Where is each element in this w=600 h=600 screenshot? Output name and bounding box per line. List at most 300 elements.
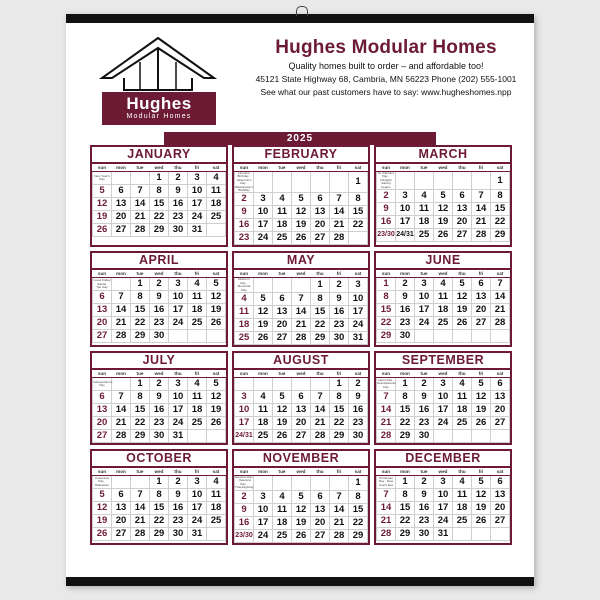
day-cell[interactable]: 9 bbox=[415, 489, 434, 502]
day-cell[interactable]: 24 bbox=[415, 317, 434, 330]
day-cell[interactable]: 22 bbox=[396, 417, 415, 430]
day-cell[interactable]: 29 bbox=[491, 229, 510, 242]
day-cell[interactable]: 21 bbox=[311, 417, 330, 430]
day-cell[interactable]: 9 bbox=[396, 291, 415, 304]
day-cell[interactable]: 7 bbox=[330, 490, 349, 503]
day-cell[interactable]: 30 bbox=[415, 430, 434, 443]
day-cell[interactable]: 25 bbox=[415, 229, 434, 242]
day-cell[interactable]: 30 bbox=[415, 528, 434, 541]
day-cell[interactable]: 30 bbox=[169, 224, 188, 237]
day-cell[interactable]: 1 bbox=[377, 278, 396, 291]
day-cell[interactable]: 28 bbox=[330, 232, 349, 245]
day-cell[interactable]: 19 bbox=[93, 515, 112, 528]
day-cell[interactable]: 26 bbox=[453, 317, 472, 330]
day-cell[interactable]: 18 bbox=[207, 502, 226, 515]
day-cell[interactable]: 15 bbox=[131, 304, 150, 317]
day-cell[interactable]: 14 bbox=[330, 503, 349, 516]
day-cell[interactable]: 23 bbox=[169, 515, 188, 528]
day-cell[interactable]: 6 bbox=[491, 476, 510, 489]
day-cell[interactable]: 26 bbox=[93, 224, 112, 237]
day-cell[interactable]: 17 bbox=[415, 304, 434, 317]
day-cell[interactable]: 23 bbox=[415, 417, 434, 430]
day-cell[interactable]: 1 bbox=[131, 378, 150, 391]
day-cell[interactable]: 25 bbox=[453, 417, 472, 430]
day-cell[interactable]: 23 bbox=[415, 515, 434, 528]
day-cell[interactable]: 28 bbox=[311, 430, 330, 443]
day-cell[interactable]: 10 bbox=[349, 293, 368, 306]
day-cell[interactable]: 5 bbox=[472, 378, 491, 391]
day-cell[interactable]: 26 bbox=[472, 417, 491, 430]
day-cell[interactable]: 7 bbox=[491, 278, 510, 291]
day-cell[interactable]: 26 bbox=[292, 529, 311, 542]
day-cell[interactable]: 20 bbox=[491, 404, 510, 417]
day-cell[interactable]: 15 bbox=[396, 502, 415, 515]
day-cell[interactable]: 13 bbox=[93, 304, 112, 317]
day-cell[interactable]: 19 bbox=[93, 211, 112, 224]
day-cell[interactable]: 6 bbox=[311, 193, 330, 206]
day-cell[interactable]: 6 bbox=[491, 378, 510, 391]
day-cell[interactable]: 9 bbox=[415, 391, 434, 404]
day-cell[interactable]: 9 bbox=[150, 291, 169, 304]
day-cell[interactable]: 6 bbox=[93, 291, 112, 304]
day-cell[interactable]: 20 bbox=[491, 502, 510, 515]
day-cell[interactable]: 9 bbox=[377, 203, 396, 216]
day-cell[interactable]: 15 bbox=[349, 503, 368, 516]
day-cell[interactable]: 24 bbox=[188, 515, 207, 528]
day-cell[interactable]: 5 bbox=[292, 490, 311, 503]
day-cell[interactable]: 22 bbox=[349, 516, 368, 529]
day-cell[interactable]: 11 bbox=[453, 391, 472, 404]
day-cell[interactable]: 22 bbox=[131, 317, 150, 330]
day-cell[interactable]: 23 bbox=[330, 319, 349, 332]
day-cell[interactable]: 15 bbox=[377, 304, 396, 317]
day-cell[interactable]: 17 bbox=[396, 216, 415, 229]
day-cell[interactable]: 21 bbox=[131, 515, 150, 528]
day-cell[interactable]: 8 bbox=[491, 190, 510, 203]
day-cell[interactable]: 28 bbox=[330, 529, 349, 542]
day-cell[interactable]: 21 bbox=[330, 219, 349, 232]
day-cell[interactable]: 19 bbox=[254, 319, 273, 332]
day-cell[interactable]: 7 bbox=[377, 489, 396, 502]
day-cell[interactable]: 3 bbox=[169, 278, 188, 291]
day-cell[interactable]: 3 bbox=[434, 476, 453, 489]
day-cell[interactable]: 15 bbox=[491, 203, 510, 216]
day-cell[interactable]: 10 bbox=[235, 404, 254, 417]
day-cell[interactable]: 12 bbox=[207, 291, 226, 304]
day-cell[interactable]: 14 bbox=[491, 291, 510, 304]
day-cell[interactable]: 20 bbox=[311, 516, 330, 529]
day-cell[interactable]: 24 bbox=[349, 319, 368, 332]
day-cell[interactable]: 26 bbox=[254, 332, 273, 345]
day-cell[interactable]: 15 bbox=[330, 404, 349, 417]
day-cell[interactable]: 28 bbox=[131, 224, 150, 237]
day-cell[interactable]: 16 bbox=[235, 219, 254, 232]
day-cell[interactable]: 23 bbox=[150, 317, 169, 330]
day-cell[interactable]: 13 bbox=[112, 198, 131, 211]
day-cell[interactable]: 24 bbox=[169, 317, 188, 330]
day-cell[interactable]: 26 bbox=[434, 229, 453, 242]
day-cell[interactable]: 27 bbox=[491, 515, 510, 528]
day-cell[interactable]: 14 bbox=[377, 502, 396, 515]
day-cell[interactable]: 10 bbox=[169, 291, 188, 304]
day-cell[interactable]: 10 bbox=[434, 489, 453, 502]
day-cell[interactable]: 17 bbox=[188, 198, 207, 211]
day-cell[interactable]: 20 bbox=[311, 219, 330, 232]
day-cell[interactable]: 23 bbox=[396, 317, 415, 330]
day-cell[interactable]: 28 bbox=[292, 332, 311, 345]
day-cell[interactable]: 14 bbox=[330, 206, 349, 219]
day-cell[interactable]: 1 bbox=[131, 278, 150, 291]
day-cell[interactable]: 3 bbox=[254, 193, 273, 206]
day-cell[interactable]: 28 bbox=[377, 430, 396, 443]
day-cell[interactable]: 28 bbox=[131, 528, 150, 541]
day-cell[interactable]: 29 bbox=[349, 529, 368, 542]
day-cell[interactable]: 21 bbox=[131, 211, 150, 224]
day-cell[interactable]: 4 bbox=[453, 378, 472, 391]
day-cell[interactable]: 22 bbox=[150, 211, 169, 224]
day-cell[interactable]: 5 bbox=[254, 293, 273, 306]
day-cell[interactable]: 11 bbox=[235, 306, 254, 319]
day-cell[interactable]: 21 bbox=[472, 216, 491, 229]
day-cell[interactable]: 18 bbox=[273, 516, 292, 529]
day-cell[interactable]: 14 bbox=[131, 502, 150, 515]
day-cell[interactable]: 29 bbox=[131, 430, 150, 443]
day-cell[interactable]: 13 bbox=[311, 503, 330, 516]
day-cell[interactable]: 29 bbox=[377, 330, 396, 343]
day-cell[interactable]: 2 bbox=[377, 190, 396, 203]
day-cell[interactable]: 25 bbox=[188, 417, 207, 430]
day-cell[interactable]: 2 bbox=[415, 476, 434, 489]
day-cell[interactable]: 26 bbox=[292, 232, 311, 245]
day-cell[interactable]: 7 bbox=[131, 185, 150, 198]
day-cell[interactable]: 25 bbox=[207, 515, 226, 528]
day-cell[interactable]: 16 bbox=[150, 404, 169, 417]
day-cell[interactable]: 7 bbox=[112, 291, 131, 304]
day-cell[interactable]: 29 bbox=[150, 528, 169, 541]
day-cell[interactable]: 16 bbox=[377, 216, 396, 229]
day-cell[interactable]: 3 bbox=[396, 190, 415, 203]
day-cell[interactable]: 17 bbox=[434, 502, 453, 515]
day-cell[interactable]: 18 bbox=[453, 502, 472, 515]
day-cell[interactable]: 11 bbox=[188, 291, 207, 304]
day-cell[interactable]: 10 bbox=[188, 185, 207, 198]
day-cell[interactable]: 20 bbox=[273, 319, 292, 332]
day-cell[interactable]: 14 bbox=[472, 203, 491, 216]
day-cell[interactable]: 15 bbox=[396, 404, 415, 417]
day-cell[interactable]: 14 bbox=[112, 304, 131, 317]
day-cell[interactable]: 23 bbox=[150, 417, 169, 430]
day-cell[interactable]: 28 bbox=[112, 330, 131, 343]
day-cell[interactable]: 12 bbox=[93, 198, 112, 211]
day-cell[interactable]: 31 bbox=[188, 528, 207, 541]
day-cell[interactable]: 1 bbox=[330, 378, 349, 391]
day-cell[interactable]: 18 bbox=[235, 319, 254, 332]
day-cell[interactable]: 27 bbox=[273, 332, 292, 345]
day-cell[interactable]: 25 bbox=[453, 515, 472, 528]
day-cell[interactable]: 7 bbox=[472, 190, 491, 203]
day-cell[interactable]: 4 bbox=[254, 391, 273, 404]
day-cell[interactable]: 5 bbox=[273, 391, 292, 404]
day-cell[interactable]: 16 bbox=[235, 516, 254, 529]
day-cell[interactable]: 20 bbox=[292, 417, 311, 430]
day-cell[interactable]: 20 bbox=[472, 304, 491, 317]
day-cell[interactable]: 22 bbox=[330, 417, 349, 430]
day-cell[interactable]: 27 bbox=[93, 330, 112, 343]
day-cell[interactable]: 28 bbox=[112, 430, 131, 443]
day-cell[interactable]: 7 bbox=[292, 293, 311, 306]
day-cell[interactable]: 23/30 bbox=[235, 529, 254, 542]
day-cell[interactable]: 8 bbox=[396, 489, 415, 502]
day-cell[interactable]: 17 bbox=[235, 417, 254, 430]
day-cell[interactable]: 12 bbox=[207, 391, 226, 404]
day-cell[interactable]: 2 bbox=[396, 278, 415, 291]
day-cell[interactable]: 17 bbox=[169, 304, 188, 317]
day-cell[interactable]: 25 bbox=[434, 317, 453, 330]
day-cell[interactable]: 2 bbox=[150, 278, 169, 291]
day-cell[interactable]: 9 bbox=[330, 293, 349, 306]
day-cell[interactable]: 20 bbox=[453, 216, 472, 229]
day-cell[interactable]: 18 bbox=[434, 304, 453, 317]
day-cell[interactable]: 26 bbox=[472, 515, 491, 528]
day-cell[interactable]: 23 bbox=[235, 232, 254, 245]
day-cell[interactable]: 25 bbox=[273, 232, 292, 245]
day-cell[interactable]: 4 bbox=[453, 476, 472, 489]
day-cell[interactable]: 10 bbox=[169, 391, 188, 404]
day-cell[interactable]: 25 bbox=[207, 211, 226, 224]
day-cell[interactable]: 9 bbox=[150, 391, 169, 404]
day-cell[interactable]: 20 bbox=[93, 317, 112, 330]
day-cell[interactable]: 5 bbox=[207, 378, 226, 391]
day-cell[interactable]: 27 bbox=[93, 430, 112, 443]
day-cell[interactable]: 2 bbox=[330, 278, 349, 293]
day-cell[interactable]: 8 bbox=[349, 193, 368, 206]
day-cell[interactable]: 25 bbox=[254, 430, 273, 443]
day-cell[interactable]: 4 bbox=[207, 476, 226, 489]
day-cell[interactable]: 27 bbox=[472, 317, 491, 330]
day-cell[interactable]: 11 bbox=[273, 206, 292, 219]
day-cell[interactable]: 14 bbox=[112, 404, 131, 417]
day-cell[interactable]: 27 bbox=[292, 430, 311, 443]
day-cell[interactable]: 16 bbox=[169, 502, 188, 515]
day-cell[interactable]: 9 bbox=[169, 489, 188, 502]
day-cell[interactable]: 11 bbox=[273, 503, 292, 516]
day-cell[interactable]: 6 bbox=[472, 278, 491, 291]
day-cell[interactable]: 14 bbox=[311, 404, 330, 417]
day-cell[interactable]: 6 bbox=[311, 490, 330, 503]
day-cell[interactable]: 14 bbox=[292, 306, 311, 319]
day-cell[interactable]: 27 bbox=[112, 224, 131, 237]
day-cell[interactable]: 17 bbox=[254, 516, 273, 529]
day-cell[interactable]: 5 bbox=[453, 278, 472, 291]
day-cell[interactable]: 4 bbox=[188, 378, 207, 391]
day-cell[interactable]: 22 bbox=[150, 515, 169, 528]
day-cell[interactable]: 7 bbox=[112, 391, 131, 404]
day-cell[interactable]: 27 bbox=[491, 417, 510, 430]
day-cell[interactable]: 4 bbox=[434, 278, 453, 291]
day-cell[interactable]: 16 bbox=[349, 404, 368, 417]
day-cell[interactable]: 27 bbox=[112, 528, 131, 541]
day-cell[interactable]: 2 bbox=[235, 490, 254, 503]
day-cell[interactable]: 14 bbox=[377, 404, 396, 417]
day-cell[interactable]: 6 bbox=[112, 185, 131, 198]
day-cell[interactable]: 10 bbox=[396, 203, 415, 216]
day-cell[interactable]: 20 bbox=[112, 515, 131, 528]
day-cell[interactable]: 8 bbox=[330, 391, 349, 404]
day-cell[interactable]: 9 bbox=[349, 391, 368, 404]
day-cell[interactable]: 18 bbox=[188, 304, 207, 317]
day-cell[interactable]: 11 bbox=[188, 391, 207, 404]
day-cell[interactable]: 1 bbox=[491, 172, 510, 190]
day-cell[interactable]: 26 bbox=[273, 430, 292, 443]
day-cell[interactable]: 7 bbox=[330, 193, 349, 206]
day-cell[interactable]: 10 bbox=[434, 391, 453, 404]
day-cell[interactable]: 13 bbox=[112, 502, 131, 515]
day-cell[interactable]: 19 bbox=[207, 404, 226, 417]
day-cell[interactable]: 6 bbox=[112, 489, 131, 502]
day-cell[interactable]: 5 bbox=[292, 193, 311, 206]
day-cell[interactable]: 29 bbox=[396, 528, 415, 541]
day-cell[interactable]: 31 bbox=[188, 224, 207, 237]
day-cell[interactable]: 21 bbox=[377, 417, 396, 430]
day-cell[interactable]: 6 bbox=[453, 190, 472, 203]
day-cell[interactable]: 30 bbox=[169, 528, 188, 541]
day-cell[interactable]: 18 bbox=[415, 216, 434, 229]
day-cell[interactable]: 19 bbox=[207, 304, 226, 317]
day-cell[interactable]: 19 bbox=[453, 304, 472, 317]
day-cell[interactable]: 24 bbox=[188, 211, 207, 224]
day-cell[interactable]: 5 bbox=[472, 476, 491, 489]
day-cell[interactable]: 10 bbox=[415, 291, 434, 304]
day-cell[interactable]: 15 bbox=[150, 198, 169, 211]
day-cell[interactable]: 6 bbox=[292, 391, 311, 404]
day-cell[interactable]: 4 bbox=[415, 190, 434, 203]
day-cell[interactable]: 8 bbox=[377, 291, 396, 304]
day-cell[interactable]: 11 bbox=[254, 404, 273, 417]
day-cell[interactable]: 12 bbox=[254, 306, 273, 319]
day-cell[interactable]: 13 bbox=[472, 291, 491, 304]
day-cell[interactable]: 26 bbox=[207, 417, 226, 430]
day-cell[interactable]: 8 bbox=[131, 291, 150, 304]
day-cell[interactable]: 17 bbox=[434, 404, 453, 417]
day-cell[interactable]: 8 bbox=[150, 185, 169, 198]
day-cell[interactable]: 16 bbox=[169, 198, 188, 211]
day-cell[interactable]: 23 bbox=[349, 417, 368, 430]
day-cell[interactable]: 10 bbox=[188, 489, 207, 502]
day-cell[interactable]: 12 bbox=[292, 503, 311, 516]
day-cell[interactable]: 8 bbox=[349, 490, 368, 503]
day-cell[interactable]: 19 bbox=[273, 417, 292, 430]
day-cell[interactable]: 19 bbox=[434, 216, 453, 229]
day-cell[interactable]: 12 bbox=[453, 291, 472, 304]
day-cell[interactable]: 8 bbox=[396, 391, 415, 404]
day-cell[interactable]: 24 bbox=[254, 232, 273, 245]
day-cell[interactable]: 3 bbox=[434, 378, 453, 391]
day-cell[interactable]: 1 bbox=[349, 476, 368, 491]
day-cell[interactable]: 30 bbox=[150, 330, 169, 343]
day-cell[interactable]: 2 bbox=[169, 172, 188, 185]
day-cell[interactable]: 19 bbox=[292, 516, 311, 529]
day-cell[interactable]: 22 bbox=[131, 417, 150, 430]
day-cell[interactable]: 17 bbox=[169, 404, 188, 417]
day-cell[interactable]: 28 bbox=[377, 528, 396, 541]
day-cell[interactable]: 1 bbox=[396, 378, 415, 391]
day-cell[interactable]: 6 bbox=[93, 391, 112, 404]
day-cell[interactable]: 13 bbox=[453, 203, 472, 216]
day-cell[interactable]: 29 bbox=[330, 430, 349, 443]
day-cell[interactable]: 29 bbox=[396, 430, 415, 443]
day-cell[interactable]: 27 bbox=[311, 529, 330, 542]
day-cell[interactable]: 15 bbox=[349, 206, 368, 219]
day-cell[interactable]: 13 bbox=[491, 391, 510, 404]
day-cell[interactable]: 13 bbox=[93, 404, 112, 417]
day-cell[interactable]: 22 bbox=[377, 317, 396, 330]
day-cell[interactable]: 25 bbox=[235, 332, 254, 345]
day-cell[interactable]: 30 bbox=[349, 430, 368, 443]
day-cell[interactable]: 12 bbox=[434, 203, 453, 216]
day-cell[interactable]: 22 bbox=[311, 319, 330, 332]
day-cell[interactable]: 21 bbox=[377, 515, 396, 528]
day-cell[interactable]: 29 bbox=[150, 224, 169, 237]
day-cell[interactable]: 24 bbox=[434, 515, 453, 528]
day-cell[interactable]: 13 bbox=[491, 489, 510, 502]
day-cell[interactable]: 17 bbox=[254, 219, 273, 232]
day-cell[interactable]: 12 bbox=[93, 502, 112, 515]
day-cell[interactable]: 1 bbox=[311, 278, 330, 293]
day-cell[interactable]: 21 bbox=[292, 319, 311, 332]
day-cell[interactable]: 22 bbox=[396, 515, 415, 528]
day-cell[interactable]: 11 bbox=[434, 291, 453, 304]
day-cell[interactable]: 23 bbox=[169, 211, 188, 224]
day-cell[interactable]: 31 bbox=[434, 528, 453, 541]
day-cell[interactable]: 7 bbox=[311, 391, 330, 404]
day-cell[interactable]: 19 bbox=[472, 404, 491, 417]
day-cell[interactable]: 28 bbox=[472, 229, 491, 242]
day-cell[interactable]: 11 bbox=[207, 185, 226, 198]
day-cell[interactable]: 21 bbox=[330, 516, 349, 529]
day-cell[interactable]: 23/30 bbox=[377, 229, 396, 242]
day-cell[interactable]: 13 bbox=[292, 404, 311, 417]
day-cell[interactable]: 26 bbox=[207, 317, 226, 330]
day-cell[interactable]: 30 bbox=[150, 430, 169, 443]
day-cell[interactable]: 25 bbox=[273, 529, 292, 542]
day-cell[interactable]: 31 bbox=[349, 332, 368, 345]
day-cell[interactable]: 4 bbox=[235, 293, 254, 306]
day-cell[interactable]: 20 bbox=[93, 417, 112, 430]
day-cell[interactable]: 3 bbox=[188, 172, 207, 185]
day-cell[interactable]: 14 bbox=[131, 198, 150, 211]
day-cell[interactable]: 10 bbox=[254, 206, 273, 219]
day-cell[interactable]: 4 bbox=[207, 172, 226, 185]
day-cell[interactable]: 1 bbox=[349, 172, 368, 193]
day-cell[interactable]: 1 bbox=[150, 476, 169, 489]
day-cell[interactable]: 27 bbox=[311, 232, 330, 245]
day-cell[interactable]: 30 bbox=[330, 332, 349, 345]
day-cell[interactable]: 17 bbox=[349, 306, 368, 319]
day-cell[interactable]: 7 bbox=[131, 489, 150, 502]
day-cell[interactable]: 11 bbox=[453, 489, 472, 502]
day-cell[interactable]: 2 bbox=[169, 476, 188, 489]
day-cell[interactable]: 29 bbox=[311, 332, 330, 345]
day-cell[interactable]: 18 bbox=[254, 417, 273, 430]
day-cell[interactable]: 18 bbox=[188, 404, 207, 417]
day-cell[interactable]: 31 bbox=[169, 430, 188, 443]
day-cell[interactable]: 4 bbox=[273, 193, 292, 206]
day-cell[interactable]: 22 bbox=[349, 219, 368, 232]
day-cell[interactable]: 7 bbox=[377, 391, 396, 404]
day-cell[interactable]: 13 bbox=[311, 206, 330, 219]
day-cell[interactable]: 2 bbox=[235, 193, 254, 206]
day-cell[interactable]: 20 bbox=[112, 211, 131, 224]
